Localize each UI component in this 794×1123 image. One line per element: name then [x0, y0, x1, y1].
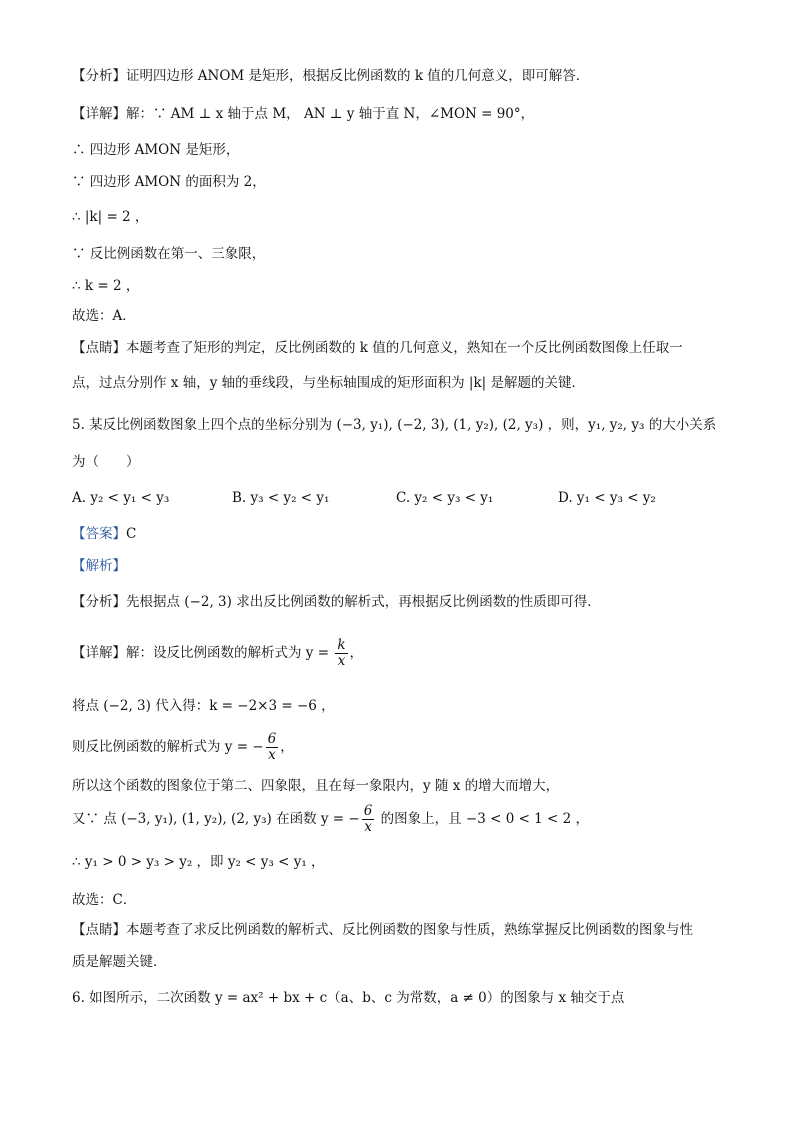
q5-detail	[72, 638, 363, 669]
q6-stem-line1: 6. 如图所示，二次函数 y = ax² + bx + c（a、b、c 为常数，a ≠ 0）的图象与 x 轴交于点	[72, 990, 625, 1006]
fraction-denominator: x	[337, 653, 346, 669]
q5-option-c: C. y₂ < y₃ < y₁	[396, 490, 494, 506]
detail-tag: 【详解】	[72, 645, 126, 661]
comment-tag: 【点睛】	[72, 340, 126, 356]
answer-tag: 【答案】	[72, 526, 126, 542]
fraction-k-over-x	[335, 638, 347, 669]
q5-points-line	[72, 804, 589, 835]
analysis-tag: 【分析】	[72, 68, 126, 84]
q5-comment-line1	[72, 920, 693, 940]
fraction-denominator: x	[268, 747, 276, 763]
detail-tag: 【详解】	[72, 106, 126, 122]
q5-stem-line1: 5. 某反比例函数图象上四个点的坐标分别为 (−3, y₁), (−2, 3), (1, y₂), (2, y₃) ，则，y₁, y₂, y₃ 的大小关系	[72, 417, 717, 433]
comment-text: 本题考查了求反比例函数的解析式、反比例函数的图象与性质，熟练掌握反比例函数的图象与性	[126, 922, 693, 938]
analysis-tag: 【分析】	[72, 594, 126, 610]
q4-line3: ∵ 四边形 AMON 的面积为 2，	[72, 174, 266, 190]
q5-answer	[72, 524, 136, 544]
q4-analysis	[72, 66, 589, 86]
q5-option-b: B. y₃ < y₂ < y₁	[232, 490, 330, 506]
q4-line4: ∴ |k| = 2 ，	[72, 209, 149, 225]
q5-quadrant-line: 所以这个函数的图象位于第二、四象限，且在每一象限内，y 随 x 的增大而增大，	[72, 778, 560, 794]
q5-option-a: A. y₂ < y₁ < y₃	[72, 490, 170, 506]
fraction-6-over-x	[362, 804, 375, 835]
detail-text: 解：∵ AM ⊥ x 轴于点 M， AN ⊥ y 轴于直 N，∠MON = 90°，	[126, 106, 535, 122]
q5-comment-line2: 质是解题关键．	[72, 954, 167, 970]
fraction-6-over-x	[266, 732, 279, 763]
q4-line5: ∵ 反比例函数在第一、三象限，	[72, 246, 266, 262]
q5-choose-line: 故选：C．	[72, 892, 137, 908]
q5-conclusion-line: ∴ y₁ > 0 > y₃ > y₂ ，即 y₂ < y₃ < y₁ ，	[72, 854, 325, 870]
detail-prefix: 解：设反比例函数的解析式为 y =	[126, 645, 334, 661]
q5-substitute-line: 将点 (−2, 3) 代入得：k = −2×3 = −6 ，	[72, 698, 335, 714]
fraction-numerator: 6	[363, 803, 373, 819]
detail-suffix: ，	[349, 645, 363, 661]
result-prefix: 则反比例函数的解析式为 y = −	[72, 739, 264, 755]
answer-value: C	[126, 526, 137, 542]
fraction-denominator: x	[364, 819, 372, 835]
q4-answer-line: 故选：A．	[72, 308, 136, 324]
q5-explain-tag: 【解析】	[72, 558, 126, 574]
q5-result-line	[72, 732, 294, 763]
points-prefix: 又∵ 点 (−3, y₁), (1, y₂), (2, y₃) 在函数 y = −	[72, 811, 360, 827]
q5-option-d: D. y₁ < y₃ < y₂	[558, 490, 656, 506]
q5-analysis	[72, 592, 601, 612]
analysis-text: 证明四边形 ANOM 是矩形，根据反比例函数的 k 值的几何意义，即可解答．	[126, 68, 590, 84]
q4-comment-line2: 点，过点分别作 x 轴，y 轴的垂线段，与坐标轴围成的矩形面积为 |k| 是解题的关键．	[72, 375, 585, 391]
comment-tag: 【点睛】	[72, 922, 126, 938]
q4-detail-line1	[72, 104, 534, 124]
q4-line2: ∴ 四边形 AMON 是矩形，	[72, 142, 240, 158]
q5-stem-line2: 为（ ）	[72, 454, 140, 470]
analysis-text: 先根据点 (−2, 3) 求出反比例函数的解析式，再根据反比例函数的性质即可得．	[126, 594, 601, 610]
points-suffix: 的图象上，且 −3 < 0 < 1 < 2 ，	[376, 811, 590, 827]
q4-line6: ∴ k = 2 ，	[72, 278, 140, 294]
fraction-numerator: 6	[267, 731, 277, 747]
q4-comment-line1	[72, 338, 683, 358]
fraction-numerator: k	[337, 637, 346, 653]
result-suffix: ，	[280, 739, 294, 755]
comment-text: 本题考查了矩形的判定，反比例函数的 k 值的几何意义，熟知在一个反比例函数图像上任取一	[126, 340, 683, 356]
